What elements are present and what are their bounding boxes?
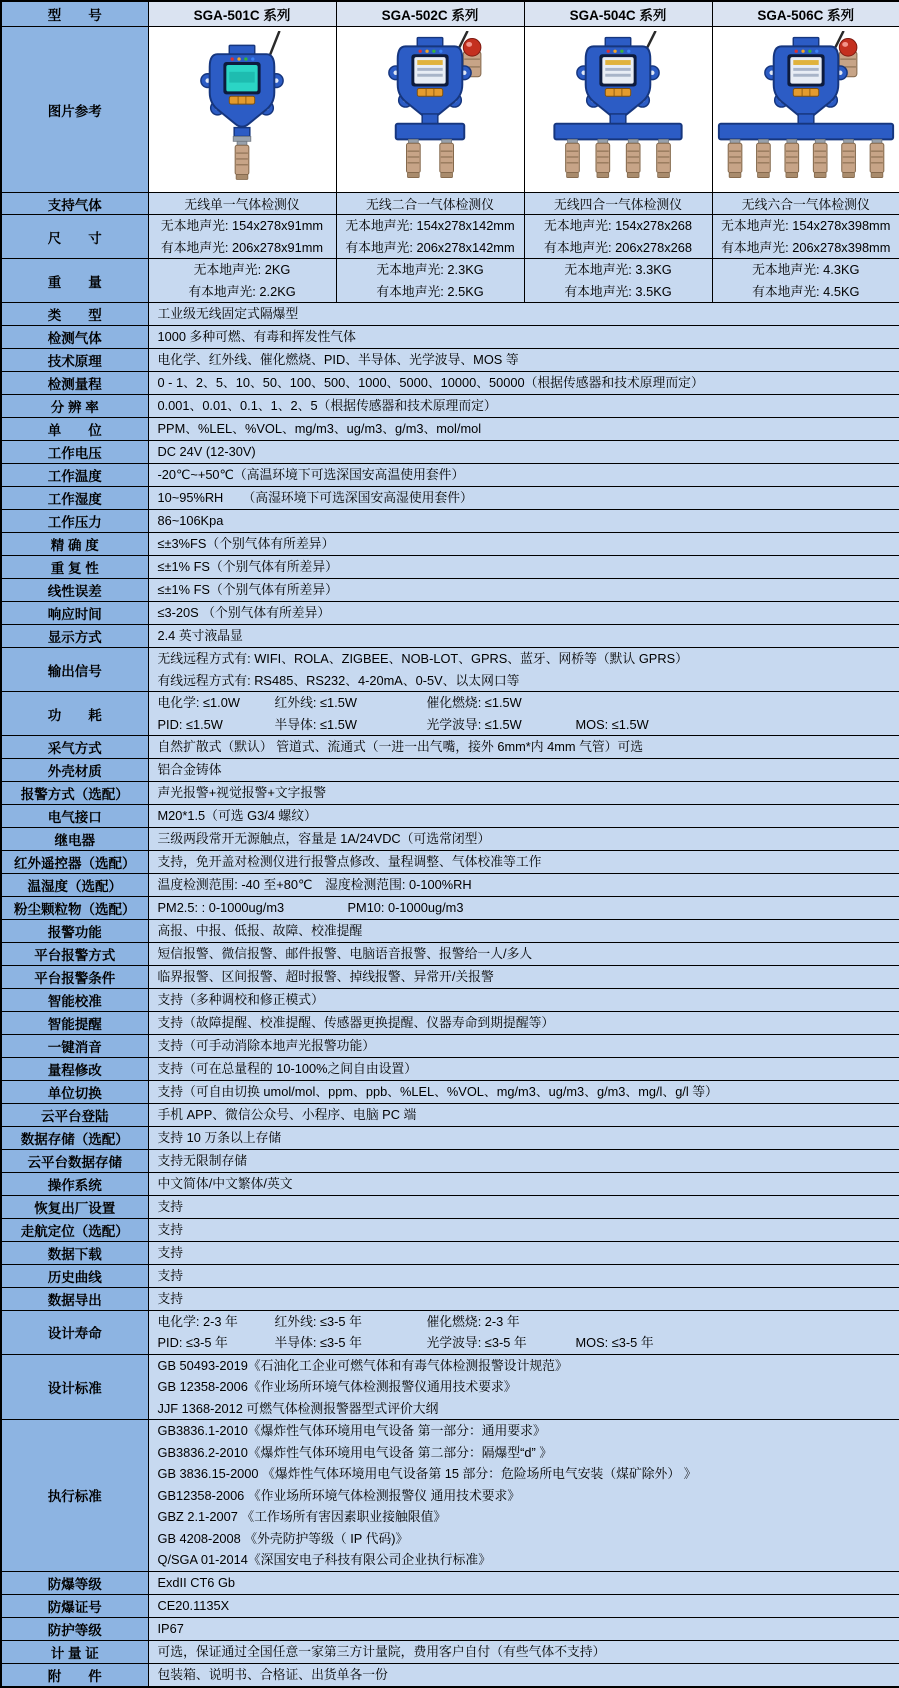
- spec-row-label: 设计寿命: [1, 1310, 148, 1354]
- spec-row-value: [148, 372, 899, 395]
- spec-row-value: [148, 1011, 899, 1034]
- model-header-cell: SGA-502C 系列: [336, 1, 524, 27]
- spec-row: [1, 372, 899, 395]
- spec-value-line: 包装箱、说明书、合格证、出货单各一份: [158, 1664, 896, 1686]
- spec-row: [1, 1195, 899, 1218]
- comparison-value-line: 有本地声光: 3.5KG: [527, 281, 710, 303]
- spec-row-value: [148, 782, 899, 805]
- spec-row-label: 量程修改: [1, 1057, 148, 1080]
- spec-row-label: 温湿度（选配）: [1, 874, 148, 897]
- spec-row: [1, 349, 899, 372]
- spec-value-line: 0.001、0.01、0.1、1、2、5（根据传感器和技术原理而定）: [158, 395, 896, 417]
- spec-value-line: DC 24V (12-30V): [158, 441, 896, 463]
- spec-value-part: PID: ≤3-5 年: [158, 1332, 275, 1354]
- spec-value-line: 支持，免开盖对检测仪进行报警点修改、量程调整、气体校准等工作: [158, 851, 896, 873]
- spec-row-value: [148, 1264, 899, 1287]
- spec-row-label: 平台报警条件: [1, 965, 148, 988]
- spec-value-line: 可选，保证通过全国任意一家第三方计量院，费用客户自付（有些气体不支持）: [158, 1641, 896, 1663]
- spec-row-label: 分 辨 率: [1, 395, 148, 418]
- spec-row: [1, 1663, 899, 1687]
- spec-value-line: 支持（可在总量程的 10-100%之间自由设置）: [158, 1058, 896, 1080]
- spec-row-label: 外壳材质: [1, 759, 148, 782]
- spec-row: [1, 828, 899, 851]
- spec-row-label: 计 量 证: [1, 1640, 148, 1663]
- comparison-value-line: 无本地声光: 3.3KG: [527, 259, 710, 281]
- spec-row-label: 执行标准: [1, 1420, 148, 1572]
- spec-row-label: 走航定位（选配）: [1, 1218, 148, 1241]
- spec-row-value: [148, 805, 899, 828]
- comparison-value-cell: [148, 259, 336, 303]
- gas-detector-illustration: [149, 31, 336, 189]
- spec-row: [1, 1103, 899, 1126]
- spec-row-value: [148, 1354, 899, 1420]
- spec-row: [1, 1034, 899, 1057]
- spec-value-line: [158, 714, 896, 736]
- gas-detector-illustration: [713, 31, 899, 189]
- spec-row: [1, 1354, 899, 1420]
- comparison-value-line: 无本地声光: 154x278x91mm: [151, 215, 334, 237]
- spec-row-label: 防护等级: [1, 1617, 148, 1640]
- spec-row-label: 技术原理: [1, 349, 148, 372]
- spec-value-line: 三级两段常开无源触点，容量是 1A/24VDC（可选常闭型）: [158, 828, 896, 850]
- spec-row: [1, 1080, 899, 1103]
- spec-row-value: [148, 851, 899, 874]
- spec-row-value: [148, 1149, 899, 1172]
- spec-row: [1, 326, 899, 349]
- spec-value-line: 中文简体/中文繁体/英文: [158, 1173, 896, 1195]
- comparison-value-cell: [148, 215, 336, 259]
- spec-row-label: 显示方式: [1, 625, 148, 648]
- comparison-value-cell: [336, 215, 524, 259]
- spec-row: [1, 1011, 899, 1034]
- spec-row-label: 云平台数据存储: [1, 1149, 148, 1172]
- spec-value-part: 半导体: ≤1.5W: [275, 714, 427, 736]
- spec-row-value: [148, 1663, 899, 1687]
- spec-row: [1, 510, 899, 533]
- spec-value-line: 1000 多种可燃、有毒和挥发性气体: [158, 326, 896, 348]
- comparison-row: [1, 215, 899, 259]
- spec-row: [1, 965, 899, 988]
- spec-value-part: MOS: ≤3-5 年: [576, 1332, 654, 1354]
- spec-row: [1, 556, 899, 579]
- spec-value-line: 支持: [158, 1242, 896, 1264]
- gas-detector-illustration: [337, 31, 524, 189]
- spec-row-value: [148, 326, 899, 349]
- spec-value-line: 86~106Kpa: [158, 510, 896, 532]
- comparison-value-line: 无本地声光: 154x278x398mm: [715, 215, 898, 237]
- spec-row: [1, 487, 899, 510]
- spec-row-value: [148, 1287, 899, 1310]
- spec-value-line: 高报、中报、低报、故障、校准提醒: [158, 920, 896, 942]
- spec-value-line: GB12358-2006 《作业场所环境气体检测报警仪 通用技术要求》: [158, 1485, 896, 1507]
- spec-value-line: 声光报警+视觉报警+文字报警: [158, 782, 896, 804]
- comparison-row-label: 支持气体: [1, 193, 148, 215]
- spec-value-part: 电化学: ≤1.0W: [158, 692, 275, 714]
- spec-value-line: [158, 897, 896, 919]
- spec-row-label: 单 位: [1, 418, 148, 441]
- spec-row-value: [148, 988, 899, 1011]
- spec-value-line: 铝合金铸体: [158, 759, 896, 781]
- spec-row-value: [148, 1617, 899, 1640]
- spec-value-line: 自然扩散式（默认） 管道式、流通式（一进一出气嘴，接外 6mm*内 4mm 气管）可选: [158, 736, 896, 758]
- comparison-value-line: 有本地声光: 2.2KG: [151, 281, 334, 303]
- comparison-value-cell: [712, 215, 899, 259]
- comparison-value-line: 无本地声光: 154x278x142mm: [339, 215, 522, 237]
- spec-row-value: [148, 349, 899, 372]
- spec-row-label: 电气接口: [1, 805, 148, 828]
- spec-value-line: PPM、%LEL、%VOL、mg/m3、ug/m3、g/m3、mol/mol: [158, 418, 896, 440]
- spec-value-part: PID: ≤1.5W: [158, 714, 275, 736]
- spec-value-line: Q/SGA 01-2014《深国安电子科技有限公司企业执行标准》: [158, 1549, 896, 1571]
- spec-row-value: [148, 736, 899, 759]
- spec-row-value: [148, 533, 899, 556]
- spec-row-label: 设计标准: [1, 1354, 148, 1420]
- spec-row-value: [148, 828, 899, 851]
- spec-value-line: 有线远程方式有: RS485、RS232、4-20mA、0-5V、以太网口等: [158, 670, 896, 692]
- spec-value-part: 电化学: 2-3 年: [158, 1311, 275, 1333]
- spec-row-value: [148, 1640, 899, 1663]
- spec-value-line: GB 4208-2008 《外壳防护等级（ IP 代码)》: [158, 1528, 896, 1550]
- spec-value-line: [158, 1311, 896, 1333]
- comparison-row: [1, 193, 899, 215]
- spec-row-value: [148, 1571, 899, 1594]
- comparison-value-cell: 无线六合一气体检测仪: [712, 193, 899, 215]
- spec-value-line: 电化学、红外线、催化燃烧、PID、半导体、光学波导、MOS 等: [158, 349, 896, 371]
- comparison-value-cell: 无线四合一气体检测仪: [524, 193, 712, 215]
- spec-row-label: 工作温度: [1, 464, 148, 487]
- comparison-value-line: 有本地声光: 206x278x142mm: [339, 237, 522, 259]
- spec-row-label: 单位切换: [1, 1080, 148, 1103]
- spec-row-label: 重 复 性: [1, 556, 148, 579]
- spec-value-line: GB 12358-2006《作业场所环境气体检测报警仪通用技术要求》: [158, 1376, 896, 1398]
- spec-row: [1, 1057, 899, 1080]
- spec-row-value: [148, 1420, 899, 1572]
- spec-row: [1, 1640, 899, 1663]
- spec-value-part: PM10: 0-1000ug/m3: [348, 897, 464, 919]
- spec-row: [1, 1617, 899, 1640]
- spec-row-label: 采气方式: [1, 736, 148, 759]
- product-image-cell: [148, 27, 336, 193]
- spec-row-label: 线性误差: [1, 579, 148, 602]
- spec-value-line: 温度检测范围: -40 至+80℃ 湿度检测范围: 0-100%RH: [158, 874, 896, 896]
- spec-row: [1, 1264, 899, 1287]
- spec-row: [1, 897, 899, 920]
- spec-value-line: ≤±1% FS（个别气体有所差异）: [158, 579, 896, 601]
- spec-value-line: [158, 692, 896, 714]
- spec-row-label: 数据下载: [1, 1241, 148, 1264]
- comparison-value-cell: [524, 259, 712, 303]
- spec-row: [1, 759, 899, 782]
- comparison-value-line: 无本地声光: 2.3KG: [339, 259, 522, 281]
- comparison-value-cell: 无线二合一气体检测仪: [336, 193, 524, 215]
- spec-row: [1, 851, 899, 874]
- spec-value-line: -20℃~+50℃（高温环境下可选深国安高温使用套件）: [158, 464, 896, 486]
- spec-row-label: 智能提醒: [1, 1011, 148, 1034]
- spec-row-label: 红外遥控器（选配）: [1, 851, 148, 874]
- comparison-value-cell: [336, 259, 524, 303]
- spec-row-label: 云平台登陆: [1, 1103, 148, 1126]
- spec-row-label: 防爆证号: [1, 1594, 148, 1617]
- spec-row: [1, 418, 899, 441]
- spec-row-value: [148, 1241, 899, 1264]
- model-header-cell: SGA-504C 系列: [524, 1, 712, 27]
- model-header-row: [1, 1, 899, 27]
- product-image-cell: [712, 27, 899, 193]
- image-reference-row: [1, 27, 899, 193]
- gas-detector-illustration: [525, 31, 712, 189]
- spec-row: [1, 303, 899, 326]
- spec-value-line: JJF 1368-2012 可燃气体检测报警器型式评价大纲: [158, 1398, 896, 1420]
- spec-row-label: 平台报警方式: [1, 942, 148, 965]
- spec-row-value: [148, 1172, 899, 1195]
- spec-row: [1, 395, 899, 418]
- comparison-row-label: 尺 寸: [1, 215, 148, 259]
- spec-row-label: 功 耗: [1, 692, 148, 736]
- product-image-cell: [524, 27, 712, 193]
- spec-value-line: GB3836.2-2010《爆炸性气体环境用电气设备 第二部分：隔爆型“d” 》: [158, 1442, 896, 1464]
- spec-value-line: 支持: [158, 1196, 896, 1218]
- spec-value-line: CE20.1135X: [158, 1595, 896, 1617]
- spec-row: [1, 1149, 899, 1172]
- spec-value-line: ExdII CT6 Gb: [158, 1572, 896, 1594]
- spec-row-value: [148, 1034, 899, 1057]
- spec-value-line: 无线远程方式有: WIFI、ROLA、ZIGBEE、NOB-LOT、GPRS、蓝牙、网桥等（默认 GPRS）: [158, 648, 896, 670]
- spec-row-value: [148, 625, 899, 648]
- spec-row-value: [148, 464, 899, 487]
- spec-row-value: [148, 1126, 899, 1149]
- spec-value-line: 0 - 1、2、5、10、50、100、500、1000、5000、10000、50000（根据传感器和技术原理而定）: [158, 372, 896, 394]
- spec-value-line: 支持（可手动消除本地声光报警功能）: [158, 1035, 896, 1057]
- spec-row-label: 继电器: [1, 828, 148, 851]
- spec-row-label: 操作系统: [1, 1172, 148, 1195]
- spec-value-line: 支持: [158, 1288, 896, 1310]
- spec-value-line: GB 3836.15-2000 《爆炸性气体环境用电气设备第 15 部分：危险场所电气安装（煤矿除外） 》: [158, 1463, 896, 1485]
- spec-row-value: [148, 1080, 899, 1103]
- spec-row-value: [148, 1103, 899, 1126]
- spec-row: [1, 1218, 899, 1241]
- spec-value-line: 支持: [158, 1265, 896, 1287]
- spec-row-value: [148, 897, 899, 920]
- spec-value-part: PM2.5: : 0-1000ug/m3: [158, 897, 348, 919]
- spec-value-part: 光学波导: ≤1.5W: [427, 714, 576, 736]
- spec-row-label: 工作电压: [1, 441, 148, 464]
- spec-value-line: GB3836.1-2010《爆炸性气体环境用电气设备 第一部分：通用要求》: [158, 1420, 896, 1442]
- spec-row: [1, 805, 899, 828]
- spec-row: [1, 988, 899, 1011]
- comparison-value-cell: [524, 215, 712, 259]
- spec-row-label: 工作压力: [1, 510, 148, 533]
- model-header-cell: SGA-506C 系列: [712, 1, 899, 27]
- spec-row: [1, 1594, 899, 1617]
- spec-row-label: 响应时间: [1, 602, 148, 625]
- spec-value-part: 催化燃烧: 2-3 年: [427, 1311, 520, 1333]
- spec-value-line: GBZ 2.1-2007 《工作场所有害因素职业接触限值》: [158, 1506, 896, 1528]
- spec-row-label: 数据导出: [1, 1287, 148, 1310]
- spec-row-label: 数据存储（选配）: [1, 1126, 148, 1149]
- spec-row-value: [148, 1310, 899, 1354]
- spec-row-value: [148, 759, 899, 782]
- spec-row: [1, 1126, 899, 1149]
- comparison-value-cell: [712, 259, 899, 303]
- spec-row-value: [148, 579, 899, 602]
- comparison-value-line: 无本地声光: 4.3KG: [715, 259, 898, 281]
- spec-value-line: 临界报警、区间报警、超时报警、掉线报警、异常开/关报警: [158, 966, 896, 988]
- spec-value-line: M20*1.5（可选 G3/4 螺纹）: [158, 805, 896, 827]
- spec-row-label: 报警功能: [1, 919, 148, 942]
- comparison-value-line: 无本地声光: 154x278x268: [527, 215, 710, 237]
- spec-row: [1, 441, 899, 464]
- spec-row-value: [148, 556, 899, 579]
- spec-row: [1, 736, 899, 759]
- spec-row-value: [148, 418, 899, 441]
- spec-value-line: ≤3-20S （个别气体有所差异）: [158, 602, 896, 624]
- spec-row-value: [148, 648, 899, 692]
- spec-value-part: 半导体: ≤3-5 年: [275, 1332, 427, 1354]
- spec-row: [1, 1571, 899, 1594]
- model-column-header: 型 号: [1, 1, 148, 27]
- spec-value-part: MOS: ≤1.5W: [576, 714, 649, 736]
- spec-value-line: 2.4 英寸液晶显: [158, 625, 896, 647]
- spec-row-value: [148, 602, 899, 625]
- comparison-value-line: 有本地声光: 206x278x268: [527, 237, 710, 259]
- spec-row-value: [148, 942, 899, 965]
- spec-row-label: 历史曲线: [1, 1264, 148, 1287]
- spec-value-part: 光学波导: ≤3-5 年: [427, 1332, 576, 1354]
- spec-value-line: ≤±3%FS（个别气体有所差异）: [158, 533, 896, 555]
- spec-row: [1, 942, 899, 965]
- spec-row-value: [148, 510, 899, 533]
- spec-row: [1, 579, 899, 602]
- spec-row: [1, 648, 899, 692]
- image-reference-label: 图片参考: [1, 27, 148, 193]
- comparison-value-line: 无本地声光: 2KG: [151, 259, 334, 281]
- spec-row-value: [148, 692, 899, 736]
- spec-row-value: [148, 874, 899, 897]
- spec-row: [1, 874, 899, 897]
- spec-row-value: [148, 487, 899, 510]
- spec-row-label: 输出信号: [1, 648, 148, 692]
- spec-value-part: 红外线: ≤3-5 年: [275, 1311, 427, 1333]
- spec-row-label: 检测量程: [1, 372, 148, 395]
- spec-row-value: [148, 965, 899, 988]
- model-header-cell: SGA-501C 系列: [148, 1, 336, 27]
- spec-row-label: 报警方式（选配）: [1, 782, 148, 805]
- spec-row-label: 智能校准: [1, 988, 148, 1011]
- spec-row: [1, 919, 899, 942]
- spec-row-label: 精 确 度: [1, 533, 148, 556]
- spec-row-label: 防爆等级: [1, 1571, 148, 1594]
- spec-row-value: [148, 395, 899, 418]
- spec-value-line: 支持 10 万条以上存储: [158, 1127, 896, 1149]
- spec-row: [1, 1172, 899, 1195]
- spec-value-line: 工业级无线固定式隔爆型: [158, 303, 896, 325]
- spec-value-line: 支持无限制存储: [158, 1150, 896, 1172]
- spec-value-line: 支持（可自由切换 umol/mol、ppm、ppb、%LEL、%VOL、mg/m3、ug/m3、g/m3、mg/l、g/l 等）: [158, 1081, 896, 1103]
- spec-row-label: 一键消音: [1, 1034, 148, 1057]
- spec-value-line: [158, 1332, 896, 1354]
- spec-row-label: 检测气体: [1, 326, 148, 349]
- spec-row-value: [148, 1195, 899, 1218]
- spec-row: [1, 692, 899, 736]
- spec-value-line: IP67: [158, 1618, 896, 1640]
- spec-row-value: [148, 441, 899, 464]
- spec-row-label: 粉尘颗粒物（选配）: [1, 897, 148, 920]
- comparison-value-line: 有本地声光: 4.5KG: [715, 281, 898, 303]
- spec-row-label: 类 型: [1, 303, 148, 326]
- spec-row-label: 工作湿度: [1, 487, 148, 510]
- comparison-row: [1, 259, 899, 303]
- comparison-row-label: 重 量: [1, 259, 148, 303]
- product-image-cell: [336, 27, 524, 193]
- spec-row: [1, 464, 899, 487]
- spec-value-line: 短信报警、微信报警、邮件报警、电脑语音报警、报警给一人/多人: [158, 943, 896, 965]
- comparison-value-line: 有本地声光: 2.5KG: [339, 281, 522, 303]
- comparison-value-line: 有本地声光: 206x278x398mm: [715, 237, 898, 259]
- spec-row-value: [148, 303, 899, 326]
- spec-row-label: 附 件: [1, 1663, 148, 1687]
- spec-value-line: 10~95%RH （高湿环境下可选深国安高湿使用套件）: [158, 487, 896, 509]
- spec-value-line: 手机 APP、微信公众号、小程序、电脑 PC 端: [158, 1104, 896, 1126]
- spec-row-value: [148, 919, 899, 942]
- spec-row: [1, 533, 899, 556]
- comparison-value-cell: 无线单一气体检测仪: [148, 193, 336, 215]
- spec-value-line: GB 50493-2019《石油化工企业可燃气体和有毒气体检测报警设计规范》: [158, 1355, 896, 1377]
- spec-row: [1, 625, 899, 648]
- spec-value-line: 支持（故障提醒、校准提醒、传感器更换提醒、仪器寿命到期提醒等）: [158, 1012, 896, 1034]
- spec-value-part: 催化燃烧: ≤1.5W: [427, 692, 522, 714]
- spec-value-part: 红外线: ≤1.5W: [275, 692, 427, 714]
- spec-value-line: 支持: [158, 1219, 896, 1241]
- spec-row-value: [148, 1057, 899, 1080]
- spec-row-label: 恢复出厂设置: [1, 1195, 148, 1218]
- spec-row: [1, 1420, 899, 1572]
- spec-row-value: [148, 1218, 899, 1241]
- spec-row: [1, 782, 899, 805]
- spec-row: [1, 1310, 899, 1354]
- spec-row: [1, 1241, 899, 1264]
- spec-value-line: 支持（多种调校和修正模式）: [158, 989, 896, 1011]
- comparison-value-line: 有本地声光: 206x278x91mm: [151, 237, 334, 259]
- spec-row-value: [148, 1594, 899, 1617]
- spec-row: [1, 602, 899, 625]
- spec-value-line: ≤±1% FS（个别气体有所差异）: [158, 556, 896, 578]
- spec-row: [1, 1287, 899, 1310]
